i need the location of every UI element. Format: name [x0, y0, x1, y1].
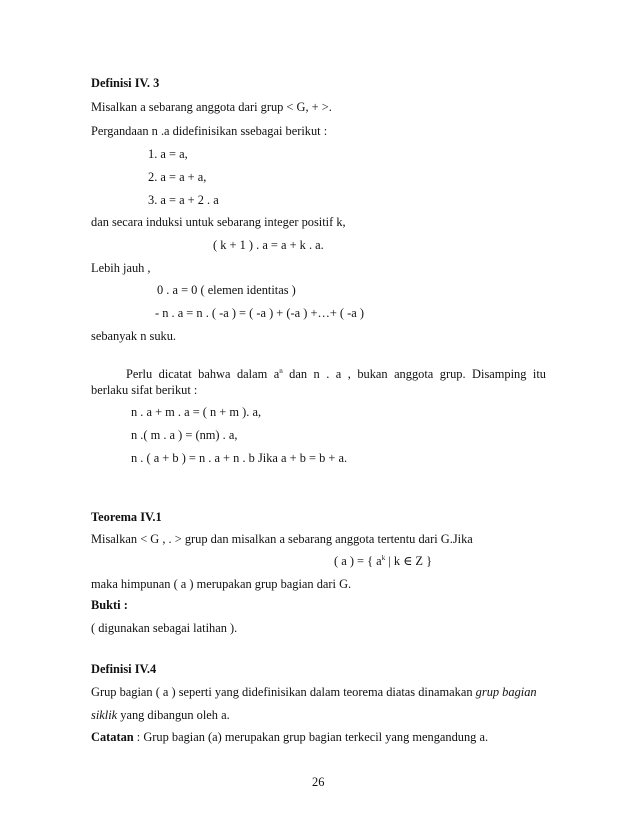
- word: n: [313, 367, 320, 381]
- word: bahwa: [198, 367, 231, 381]
- word: itu: [532, 367, 546, 381]
- text-line: sebanyak n suku.: [91, 329, 176, 343]
- word: bukan: [357, 367, 388, 381]
- text-line: ( digunakan sebagai latihan ).: [91, 621, 238, 635]
- word: dalam: [236, 367, 268, 381]
- list-item: 3. a = a + 2 . a: [148, 193, 219, 207]
- text-line: Lebih jauh ,: [91, 261, 151, 275]
- word: a: [335, 367, 342, 381]
- formula: - n . a = n . ( -a ) = ( -a ) + (-a ) +…+ ( -a ): [155, 306, 365, 320]
- formula: n . a + m . a = ( n + m ). a,: [131, 405, 262, 419]
- definition-iv3-heading: Definisi IV. 3: [91, 76, 160, 90]
- definition-iv4-heading: Definisi IV.4: [91, 662, 157, 676]
- word: .: [326, 367, 330, 381]
- word: ,: [347, 367, 351, 381]
- list-item: 1. a = a,: [148, 147, 188, 161]
- formula: n . ( a + b ) = n . a + n . b Jika a + b = b + a.: [131, 451, 348, 465]
- formula: ( k + 1 ) . a = a + k . a.: [213, 238, 324, 252]
- word: Perlu: [126, 367, 153, 381]
- text-line: Grup bagian ( a ) seperti yang didefinisikan dalam teorema diatas dinamakan grup bagian: [91, 685, 537, 699]
- page-number: 26: [312, 775, 325, 789]
- set-formula: ( a ) = { $a^k$ | k ∈ Z }: [334, 554, 433, 568]
- word: grup.: [439, 367, 466, 381]
- list-item: 2. a = a + a,: [148, 170, 207, 184]
- word: dan: [289, 367, 308, 381]
- theorem-heading: Teorema IV.1: [91, 510, 162, 524]
- remark-line: [126, 367, 546, 381]
- text-line: siklik yang dibangun oleh a.: [91, 708, 230, 722]
- text-line: Misalkan a sebarang anggota dari grup < G, + >.: [91, 100, 332, 114]
- word: anggota: [394, 367, 434, 381]
- formula: 0 . a = 0 ( elemen identitas ): [157, 283, 296, 297]
- text-line: dan secara induksi untuk sebarang integer positif k,: [91, 215, 346, 229]
- text-line: berlaku sifat berikut :: [91, 383, 198, 397]
- note-line: Catatan : Grup bagian (a) merupakan grup bagian terkecil yang mengandung a.: [91, 730, 489, 744]
- text-line: maka himpunan ( a ) merupakan grup bagian dari G.: [91, 577, 352, 591]
- formula: n .( m . a ) = (nm) . a,: [131, 428, 238, 442]
- text-line: Pergandaan n .a didefinisikan ssebagai berikut :: [91, 124, 328, 138]
- text-line: Misalkan < G , . > grup dan misalkan a sebarang anggota tertentu dari G.Jika: [91, 532, 473, 546]
- word: dicatat: [158, 367, 192, 381]
- note-label: Catatan: [91, 730, 134, 744]
- proof-label: Bukti :: [91, 598, 128, 612]
- power-expression: $a^n$: [273, 367, 283, 381]
- word: Disamping: [472, 367, 527, 381]
